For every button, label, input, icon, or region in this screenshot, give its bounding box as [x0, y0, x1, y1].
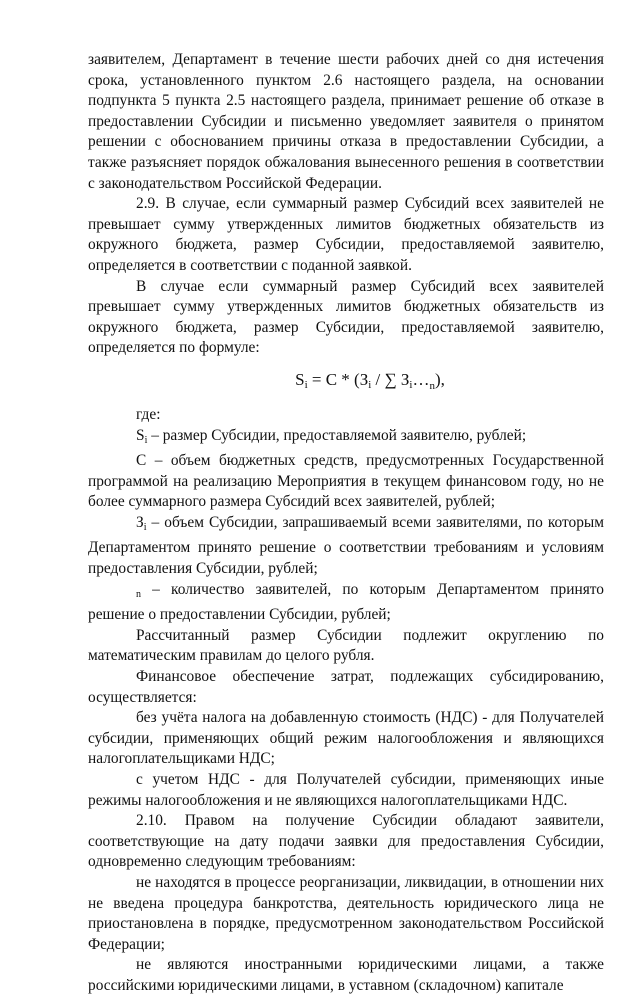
definition-zi: $З_i$ – объем Субсидии, запрашиваемый всеми заявителями, по которым Департаментом принято решение о соответствии требованиям и условиям предоставления Субсидии, рублей;: [88, 513, 604, 578]
paragraph-rounding: Рассчитанный размер Субсидии подлежит округлению по математическим правилам до целого рубля.: [88, 626, 604, 665]
paragraph-financing: Финансовое обеспечение затрат, подлежащих субсидированию, осуществляется:: [88, 668, 604, 706]
paragraph-requirement-2: не являются иностранными юридическими лицами, а также российскими юридическими лицами, в уставном (складочном) капитале: [88, 956, 604, 994]
definition-c: С – объем бюджетных средств, предусмотренных Государственной программой на реализацию Мероприятия в текущем финансовом году, но не более суммарного размера Субсидий всех заявителей, рублей;: [88, 452, 604, 511]
paragraph-2-9: 2.9. В случае, если суммарный размер Субсидий всех заявителей не превышает сумму утвержденных лимитов бюджетных обязательств из окружного бюджета, размер Субсидии, предоставляемой заявителю, определяется в соответствии с поданной заявкой.: [88, 195, 604, 274]
definition-si: $S_i$ – размер Субсидии, предоставляемой заявителю, рублей;: [136, 426, 527, 446]
document-page: [88, 50, 604, 997]
paragraph-requirement-1: не находятся в процессе реорганизации, ликвидации, в отношении них не введена процедура банкротства, деятельность юридического лица не приостановлена в порядке, предусмотренном законодательством Российской Федерации;: [88, 873, 604, 953]
where-label: где:: [136, 405, 161, 423]
subsidy-formula: $S_i = С * (З_i$ / ∑ $З_i\dots_n$),: [295, 369, 445, 392]
paragraph-with-vat: с учетом НДС - для Получателей субсидии, применяющих иные режимы налогообложения и не являющихся налогоплательщиками НДС.: [88, 771, 604, 809]
paragraph-refusal: заявителем, Департамент в течение шести рабочих дней со дня истечения срока, установленного пунктом 2.6 настоящего раздела, на основании подпункта 5 пункта 2.5 настоящего раздела, принимает решение об отказе в предоставлении Субсидии и письменно уведомляет заявителя о принятом решении с обоснованием причины отказа в предоставлении Субсидии, а также разъясняет порядок обжалования вынесенного решения в соответствии с законодательством Российской Федерации.: [88, 51, 604, 192]
paragraph-2-10: 2.10. Правом на получение Субсидии обладают заявители, соответствующие на дату подачи заявки для предоставления Субсидии, одновременно следующим требованиям:: [88, 812, 604, 871]
definition-n: $_n$ – количество заявителей, по которым Департаментом принято решение о предоставлении Субсидии, рублей;: [88, 580, 604, 624]
paragraph-without-vat: без учёта налога на добавленную стоимость (НДС) - для Получателей субсидии, применяющих общий режим налогообложения и являющихся налогоплательщиками НДС;: [88, 709, 604, 768]
paragraph-exceeds: В случае если суммарный размер Субсидий всех заявителей превышает сумму утвержденных лимитов бюджетных обязательств из окружного бюджета, размер Субсидии, предоставляемой заявителю, определяется по формуле:: [88, 277, 604, 357]
